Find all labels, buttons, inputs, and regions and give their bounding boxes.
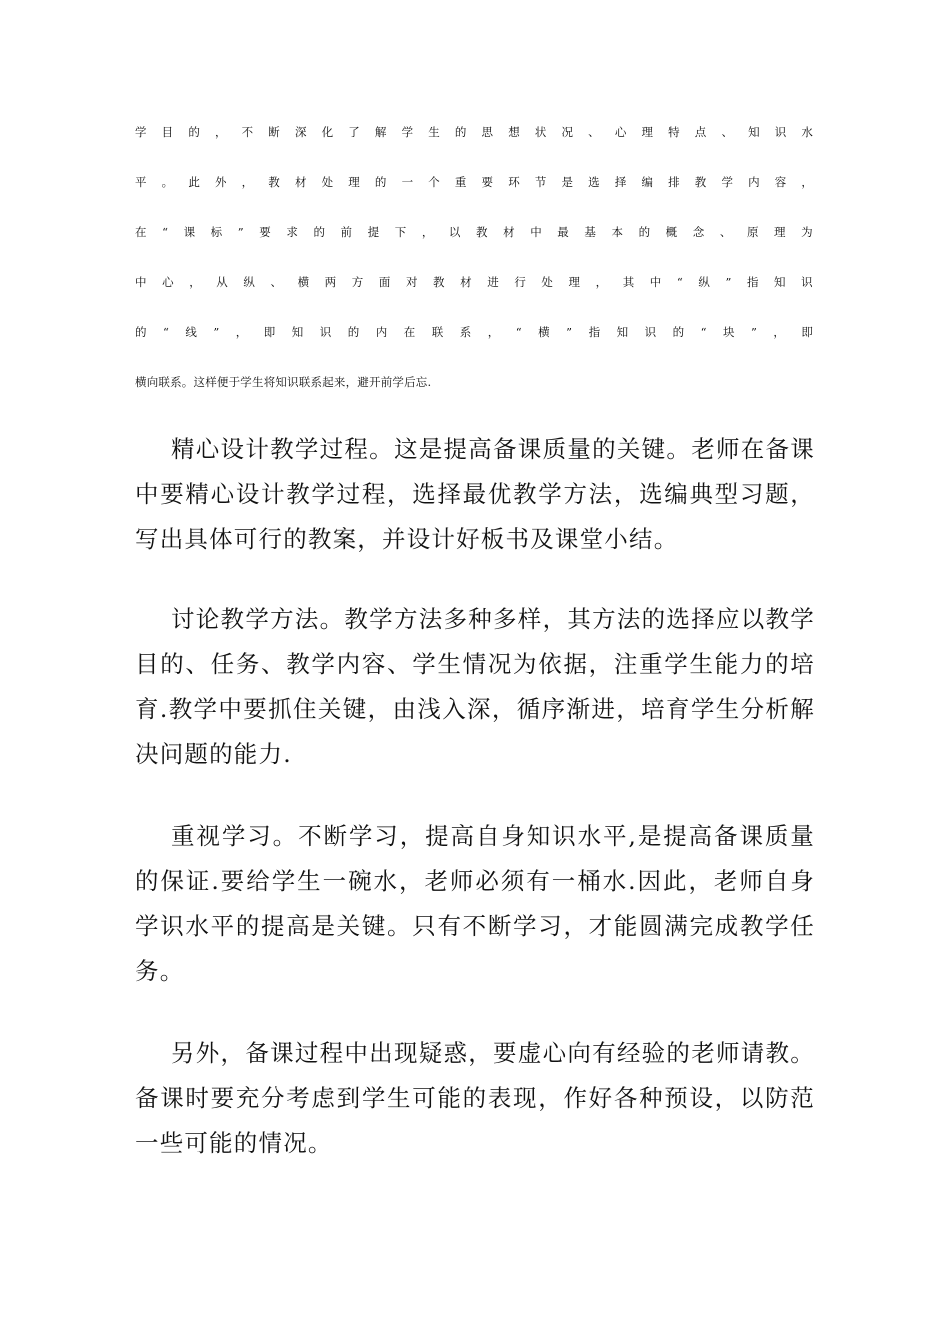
small-text-char: 思	[481, 125, 494, 139]
small-text-char: 解	[374, 125, 387, 139]
paragraph-teaching-methods: 讨论教学方法。教学方法多种多样，其方法的选择应以教学目的、任务、教学内容、学生情况为依据，注重学生能力的培育.教学中要抓住关键，由浅入深，循序渐进，培育学生分析解决问题的能力.	[135, 605, 815, 768]
small-text-char: 特	[668, 125, 680, 139]
paragraph-ask-for-advice: 另外，备课过程中出现疑惑，要虚心向有经验的老师请教。备课时要充分考虑到学生可能的表现，作好各种预设，以防范一些可能的情况。	[135, 1039, 815, 1157]
small-text-char: 横	[297, 275, 310, 289]
small-text-line	[135, 270, 813, 320]
small-text-char: 水	[801, 125, 813, 139]
small-text-char: 、	[588, 125, 600, 139]
small-text-char: ”	[725, 275, 732, 289]
small-text-char: 识	[774, 125, 787, 139]
small-text-char: 编	[641, 175, 653, 189]
small-text-char: 要	[481, 175, 494, 189]
small-text-char: 外	[214, 175, 227, 189]
small-text-char: ”	[237, 225, 244, 239]
small-text-char: 点	[694, 125, 707, 139]
small-text-char: 节	[534, 175, 547, 189]
small-text-char: 要	[259, 225, 271, 239]
small-text-char: 材	[503, 225, 515, 239]
small-text-char: 择	[614, 175, 627, 189]
small-text-char: 处	[541, 275, 553, 289]
small-text-char: 即	[801, 325, 813, 339]
small-text-char: 选	[588, 175, 600, 189]
small-text-char: 的	[454, 125, 467, 139]
small-text-char: 知	[774, 275, 786, 289]
small-text-char: 、	[721, 125, 733, 139]
small-text-char: ，	[214, 125, 227, 139]
small-text-char: 此	[188, 175, 200, 189]
small-text-char: 方	[351, 275, 364, 289]
small-text-char: 的	[672, 325, 685, 339]
small-text-char: 知	[291, 325, 304, 339]
small-text-char: 一	[401, 175, 414, 189]
small-text-char: 原	[746, 225, 759, 239]
small-text-char: 教	[268, 175, 280, 189]
small-text-char: 理	[568, 275, 580, 289]
small-text-char: ”	[213, 325, 220, 339]
small-text-char: ，	[487, 325, 500, 339]
small-text-char: 求	[286, 225, 298, 239]
small-text-char: 识	[644, 325, 657, 339]
small-text-char: 下	[394, 225, 407, 239]
small-text-char: 最	[557, 225, 569, 239]
small-text-char: “	[515, 325, 522, 339]
paragraph-value-learning: 重视学习。不断学习，提高自身知识水平,是提高备课质量的保证.要给学生一碗水，老师必须有一桶水.因此，老师自身学识水平的提高是关键。只有不断学习，才能圆满完成教学任务。	[135, 822, 815, 985]
small-text-char: 中	[530, 225, 542, 239]
small-text-char: 内	[375, 325, 388, 339]
small-text-char: 联	[431, 325, 444, 339]
small-text-char: 念	[692, 225, 705, 239]
small-text-char: 中	[649, 275, 662, 289]
small-text-char: 是	[561, 175, 573, 189]
small-text-char: 排	[668, 175, 680, 189]
small-text-char: 理	[641, 125, 653, 139]
small-text-char: 平	[135, 175, 147, 189]
small-text-char: 即	[263, 325, 276, 339]
small-text-char: 学	[135, 125, 147, 139]
small-text-char: 横	[538, 325, 550, 339]
small-text-char: 了	[348, 125, 360, 139]
small-text-char: 环	[508, 175, 520, 189]
paragraph-teaching-process: 精心设计教学过程。这是提高备课质量的关键。老师在备课中要精心设计教学过程，选择最优教学方法，选编典型习题，写出具体可行的教案，并设计好板书及课堂小结。	[135, 435, 815, 553]
small-text-char: 指	[746, 275, 759, 289]
small-text-char: 基	[584, 225, 596, 239]
small-text-char: 系	[459, 325, 472, 339]
small-text-char: 断	[268, 125, 280, 139]
small-text-char: 中	[135, 275, 147, 289]
small-text-char: 知	[616, 325, 629, 339]
small-text-char: ，	[235, 325, 248, 339]
small-text-char: 进	[487, 275, 499, 289]
small-text-char: ，	[801, 175, 813, 189]
small-text-char: 重	[454, 175, 467, 189]
small-text-char: ，	[241, 175, 254, 189]
small-text-char: 纵	[698, 275, 710, 289]
small-text-char: 、	[719, 225, 732, 239]
small-text-char: 在	[403, 325, 416, 339]
small-text-char: 处	[321, 175, 334, 189]
small-text-char: 其	[622, 275, 635, 289]
small-text-block	[135, 120, 813, 394]
small-text-char: 面	[378, 275, 391, 289]
small-text-char: 标	[210, 225, 223, 239]
small-text-char: 以	[448, 225, 461, 239]
small-text-char: 两	[324, 275, 337, 289]
small-text-line	[135, 220, 813, 270]
small-text-char: 对	[405, 275, 418, 289]
small-text-char: ，	[189, 275, 201, 289]
small-text-char: 材	[294, 175, 307, 189]
small-text-char: 的	[313, 225, 325, 239]
small-text-char: 教	[476, 225, 488, 239]
small-text-char: 从	[216, 275, 228, 289]
small-text-char: “	[676, 275, 683, 289]
small-text-line	[135, 320, 813, 370]
small-text-char: 块	[722, 325, 735, 339]
small-text-char: ，	[595, 275, 608, 289]
small-text-char: 目	[161, 125, 174, 139]
small-text-char: 材	[460, 275, 472, 289]
small-text-char: 概	[665, 225, 678, 239]
small-text-char: 本	[611, 225, 623, 239]
small-text-char: 知	[748, 125, 760, 139]
small-text-char: 的	[188, 125, 200, 139]
small-text-char: 的	[638, 225, 651, 239]
small-text-char: ，	[773, 325, 785, 339]
small-text-char: 的	[347, 325, 360, 339]
small-text-char: 教	[694, 175, 707, 189]
small-text-char: 课	[183, 225, 196, 239]
small-text-char: 、	[270, 275, 282, 289]
small-text-last-line: 横向联系。这样便于学生将知识联系起来，避开前学后忘.	[135, 375, 432, 389]
small-text-char: 学	[401, 125, 414, 139]
small-text-char: 况	[561, 125, 573, 139]
small-text-char: ”	[566, 325, 573, 339]
small-text-char: 生	[428, 125, 440, 139]
small-text-char: ”	[750, 325, 757, 339]
small-text-char: 想	[508, 125, 520, 139]
small-text-char: 容	[774, 175, 787, 189]
small-text-char: “	[700, 325, 707, 339]
small-text-char: 个	[428, 175, 440, 189]
small-text-char: 的	[135, 325, 147, 339]
small-text-line	[135, 170, 813, 220]
small-text-char: ，	[421, 225, 434, 239]
small-text-char: 纵	[243, 275, 255, 289]
small-text-char: 在	[135, 225, 147, 239]
small-text-char: 的	[374, 175, 387, 189]
small-text-char: 内	[748, 175, 760, 189]
small-text-char: 教	[433, 275, 445, 289]
small-text-char: 理	[348, 175, 360, 189]
small-text-char: 识	[801, 275, 813, 289]
small-text-char: 心	[614, 125, 627, 139]
small-text-char: “	[162, 225, 168, 239]
small-text-char: 学	[721, 175, 733, 189]
small-text-char: 前	[340, 225, 353, 239]
small-text-char: 深	[294, 125, 307, 139]
small-text-char: 线	[185, 325, 197, 339]
small-text-char: 化	[321, 125, 334, 139]
small-text-char: 心	[162, 275, 174, 289]
small-text-line	[135, 120, 813, 170]
small-text-char: 状	[534, 125, 547, 139]
small-text-char: 为	[801, 225, 813, 239]
small-text-char: 指	[588, 325, 601, 339]
small-text-char: “	[163, 325, 169, 339]
small-text-char: 行	[514, 275, 526, 289]
small-text-char: 不	[241, 125, 254, 139]
small-text-char: 。	[161, 175, 174, 189]
small-text-char: 识	[319, 325, 332, 339]
small-text-char: 理	[774, 225, 786, 239]
small-text-char: 提	[367, 225, 380, 239]
